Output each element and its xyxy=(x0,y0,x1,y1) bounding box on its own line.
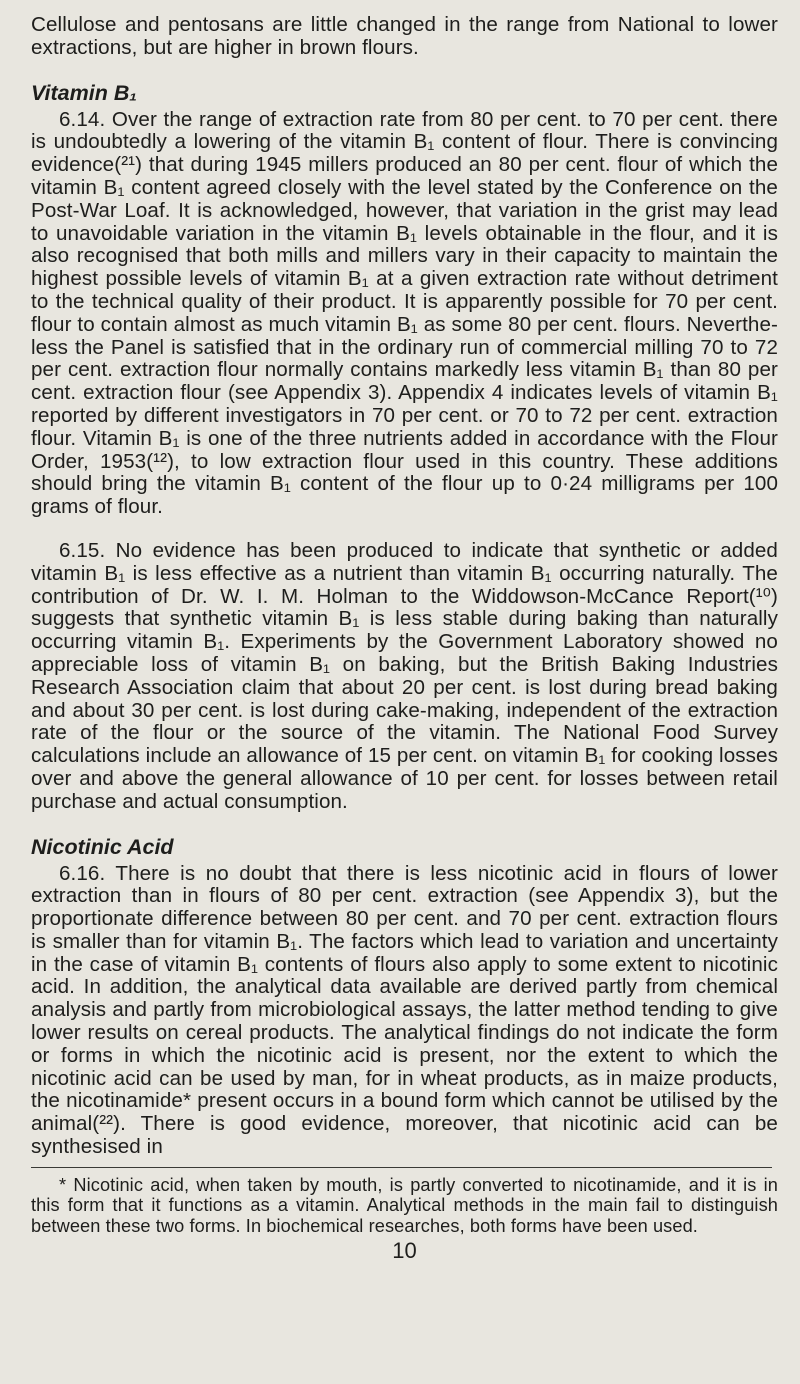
paragraph-6-16: 6.16. There is no doubt that there is less nicotinic acid in flours of lower extraction than in flours of 80 per cent. extraction (see Appendix 3), but the proportionate difference between 80 per cent. and 70 per cent. extraction flours is smaller than for vitamin B₁. The factors which lead to variation and uncertainty in the case of vitamin B₁ contents of flours also apply to some extent to nicotinic acid. In addition, the analytical data available are derived partly from chemical analysis and partly from microbiological assays, the latter method tending to give lower results on cereal products. The analytical findings do not indicate the form or forms in which the nicotinic acid is present, nor the extent to which the nicotinic acid can be used by man, for in wheat products, as in maize products, the nicotinamide* present occurs in a bound form which cannot be utilised by the animal(²²). There is good evidence, moreover, that nicotinic acid can be synthesised in xyxy=(31,861,778,1159)
paragraph-6-15: 6.15. No evidence has been produced to indicate that synthetic or added vitamin B₁ is less effective as a nutrient than vitamin B₁ occurring naturally. The contribution of Dr. W. I. M. Holman to the Widdowson-McCance Report(¹⁰) suggests that synthetic vitamin B₁ is less stable during baking than naturally occurring vitamin B₁. Experiments by the Government Laboratory showed no appreciable loss of vitamin B₁ on baking, but the British Baking Industries Research Association claim that about 20 per cent. is lost during bread baking and about 30 per cent. is lost during cake-making, independent of the extraction rate of the flour or the source of the vitamin. The National Food Survey calculations include an allowance of 15 per cent. on vitamin B₁ for cooking losses over and above the general allowance of 10 per cent. for losses between retail purchase and actual consumption. xyxy=(31,538,778,813)
footnote: * Nicotinic acid, when taken by mouth, is partly converted to nicotinamide, and it is in this form that it functions as a vitamin. Analytical methods in the main fail to distinguish between these two forms. In biochemical researches, both forms have been used. xyxy=(31,1174,778,1236)
footnote-divider xyxy=(31,1167,772,1168)
section-heading-nicotinic-acid: Nicotinic Acid xyxy=(31,834,174,859)
page-number: 10 xyxy=(392,1238,417,1264)
section-heading-vitamin-b1: Vitamin B₁ xyxy=(31,80,137,105)
paragraph-6-14: 6.14. Over the range of extraction rate from 80 per cent. to 70 per cent. there is undoubtedly a lowering of the vitamin B₁ content of flour. There is convincing evidence(²¹) that during 1945 millers produced an 80 per cent. flour of which the vitamin B₁ content agreed closely with the level stated by the Conference on the Post-War Loaf. It is acknowledged, however, that variation in the grist may lead to unavoidable variation in the vitamin B₁ levels obtainable in the flour, and it is also recognised that both mills and millers vary in their capacity to maintain the highest possible levels of vitamin B₁ at a given extraction rate without detriment to the technical quality of their product. It is apparently possible for 70 per cent. flour to contain almost as much vitamin B₁ as some 80 per cent. flours. Neverthe-less the Panel is satisfied that in the ordinary run of commercial milling 70 to 72 per cent. extraction flour normally contains markedly less vitamin B₁ than 80 per cent. extraction flour (see Appendix 3). Appendix 4 indicates levels of vitamin B₁ reported by different investigators in 70 per cent. or 70 to 72 per cent. extraction flour. Vitamin B₁ is one of the three nutrients added in accordance with the Flour Order, 1953(¹²), to low extraction flour used in this country. These additions should bring the vitamin B₁ content of the flour up to 0·24 milligrams per 100 grams of flour. xyxy=(31,107,778,519)
intro-paragraph: Cellulose and pentosans are little changed in the range from National to lower extractions, but are higher in brown flours. xyxy=(31,13,778,59)
